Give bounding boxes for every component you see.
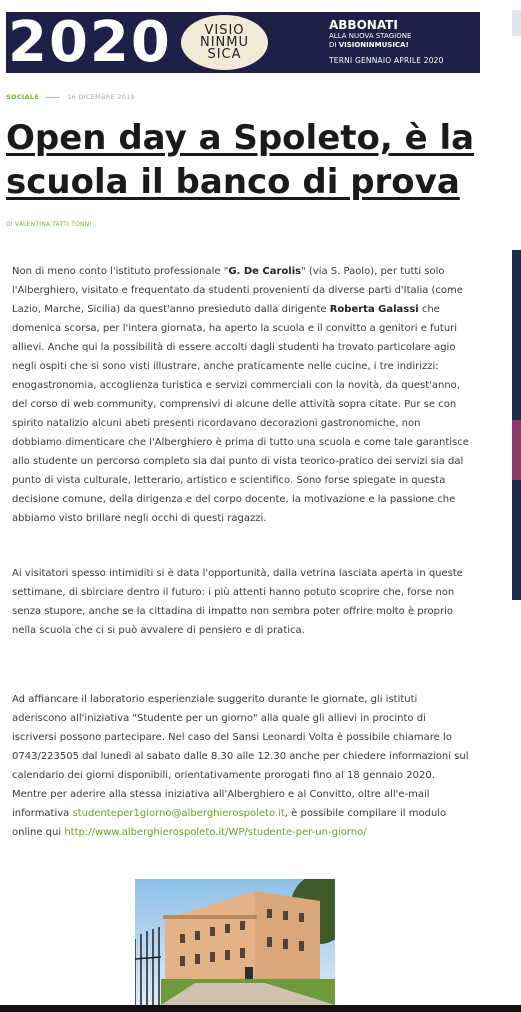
- bottom-bar: [0, 1005, 521, 1012]
- school-building-photo: [135, 879, 335, 1005]
- email-link[interactable]: studenteper1giorno@alberghierospoleto.it: [72, 808, 285, 819]
- banner-logo-circle: [181, 15, 268, 70]
- author-link[interactable]: VALENTINA TATTI TONNI: [14, 221, 92, 228]
- article-paragraph-2: Ai visitatori spesso intimiditi si è data l'opportunità, dalla vetrina lasciata aperta in queste settimane, di sbirciare dentro il futuro: i più attenti hanno potuto scoprire che, forse non senza stupore, anche se la cittadina di impatto non sembra poter offrire molto è proprio nella scuola che ci si può avvalere di pensiero e di pratica.: [12, 568, 463, 636]
- sidebar-ad-fragment-accent: [512, 420, 521, 480]
- visioninmusica-logo: VISIO NINMU SICA: [199, 22, 249, 62]
- article-meta: [6, 93, 135, 101]
- byline-prefix: DI: [6, 221, 15, 228]
- banner-date: TERNI GENNAIO APRILE 2020: [329, 56, 444, 65]
- meta-divider: [46, 97, 60, 98]
- article-title[interactable]: Open day a Spoleto, è la scuola il banco di prova: [6, 118, 475, 202]
- principal-name: Roberta Galassi: [329, 304, 419, 315]
- article-paragraph-1: Non di meno conto l'istituto professionale "G. De Carolis" (via S. Paolo), per tutti solo l'Alberghiero, visitato e frequentato da studenti provenienti da diverse parti d'Italia (come Lazio, Marche, Sicilia) da quest'anno presieduto dalla dirigente Roberta Galassi che domenica scorsa, per l'intera giornata, ha aperto la scuola e il convitto a genitori e futuri allievi. Anche qui la possibilità di essere accolti dagli studenti ha trovato particolare agio negli ospiti che si sono visti illustrare, anche praticamente nelle cucine, i tre indirizzi: enogastronomia, accoglienza turistica e servizi commerciali con la novità, da quest'anno, del corso di web community, comprensivi di alcune delle attività sopra citate. Pur se con spirito natalizio alcuni abeti presenti ricordavano decorazioni gastronomiche, non dobbiamo dimenticare che l'Alberghiero è prima di tutto una scuola e come tale garantisce allo studente un percorso completo sia dal punto di vista teorico-pratico dei servizi sia dal punto di vista culturale, letterario, artistico e scientifico. Sono forse spiegate in questa decisione comune, della dirigenza e del corpo docente, la motivazione e la passione che abbiamo visto brillare negli occhi di questi ragazzi.: [12, 266, 469, 524]
- sidebar-fragment-top: [512, 10, 521, 36]
- banner-line2: DI VISIONINMUSICA!: [329, 41, 409, 49]
- category-link[interactable]: SOCIALE: [6, 93, 40, 101]
- banner-text: [329, 19, 479, 65]
- byline: [6, 221, 91, 228]
- banner-year: 2020: [8, 12, 172, 73]
- article-date: 16 DICEMBRE 2019: [67, 93, 136, 101]
- banner-headline: ABBONATI: [329, 18, 398, 32]
- form-url-link[interactable]: http://www.alberghierospoleto.it/WP/studente-per-un-giorno/: [64, 827, 367, 838]
- article-paragraph-3: Ad affiancare il laboratorio esperienziale suggerito durante le giornate, gli istituti aderiscono all'iniziativa "Studente per un giorno" alla quale gli allievi in procinto di iscriversi possono partecipare. Nel caso del Sansi Leonardi Volta è possibile chiamare lo 0743/223505 dal lunedì al sabato dalle 8.30 alle 12.30 anche per chiedere informazioni sul calendario dei giorni disponibili, orientativamente prorogati fino al 18 gennaio 2020. Mentre per aderire alla stessa iniziativa all'Alberghiero e al Convitto, oltre all'e-mail informativa studenteper1giorno@alberghierospoleto.it, è possibile compilare il modulo online qui http://www.alberghierospoleto.it/WP/studente-per-un-giorno/: [12, 694, 469, 838]
- banner-line1: ALLA NUOVA STAGIONE: [329, 32, 412, 40]
- school-name: G. De Carolis: [228, 266, 302, 277]
- banner-ad[interactable]: [6, 12, 480, 73]
